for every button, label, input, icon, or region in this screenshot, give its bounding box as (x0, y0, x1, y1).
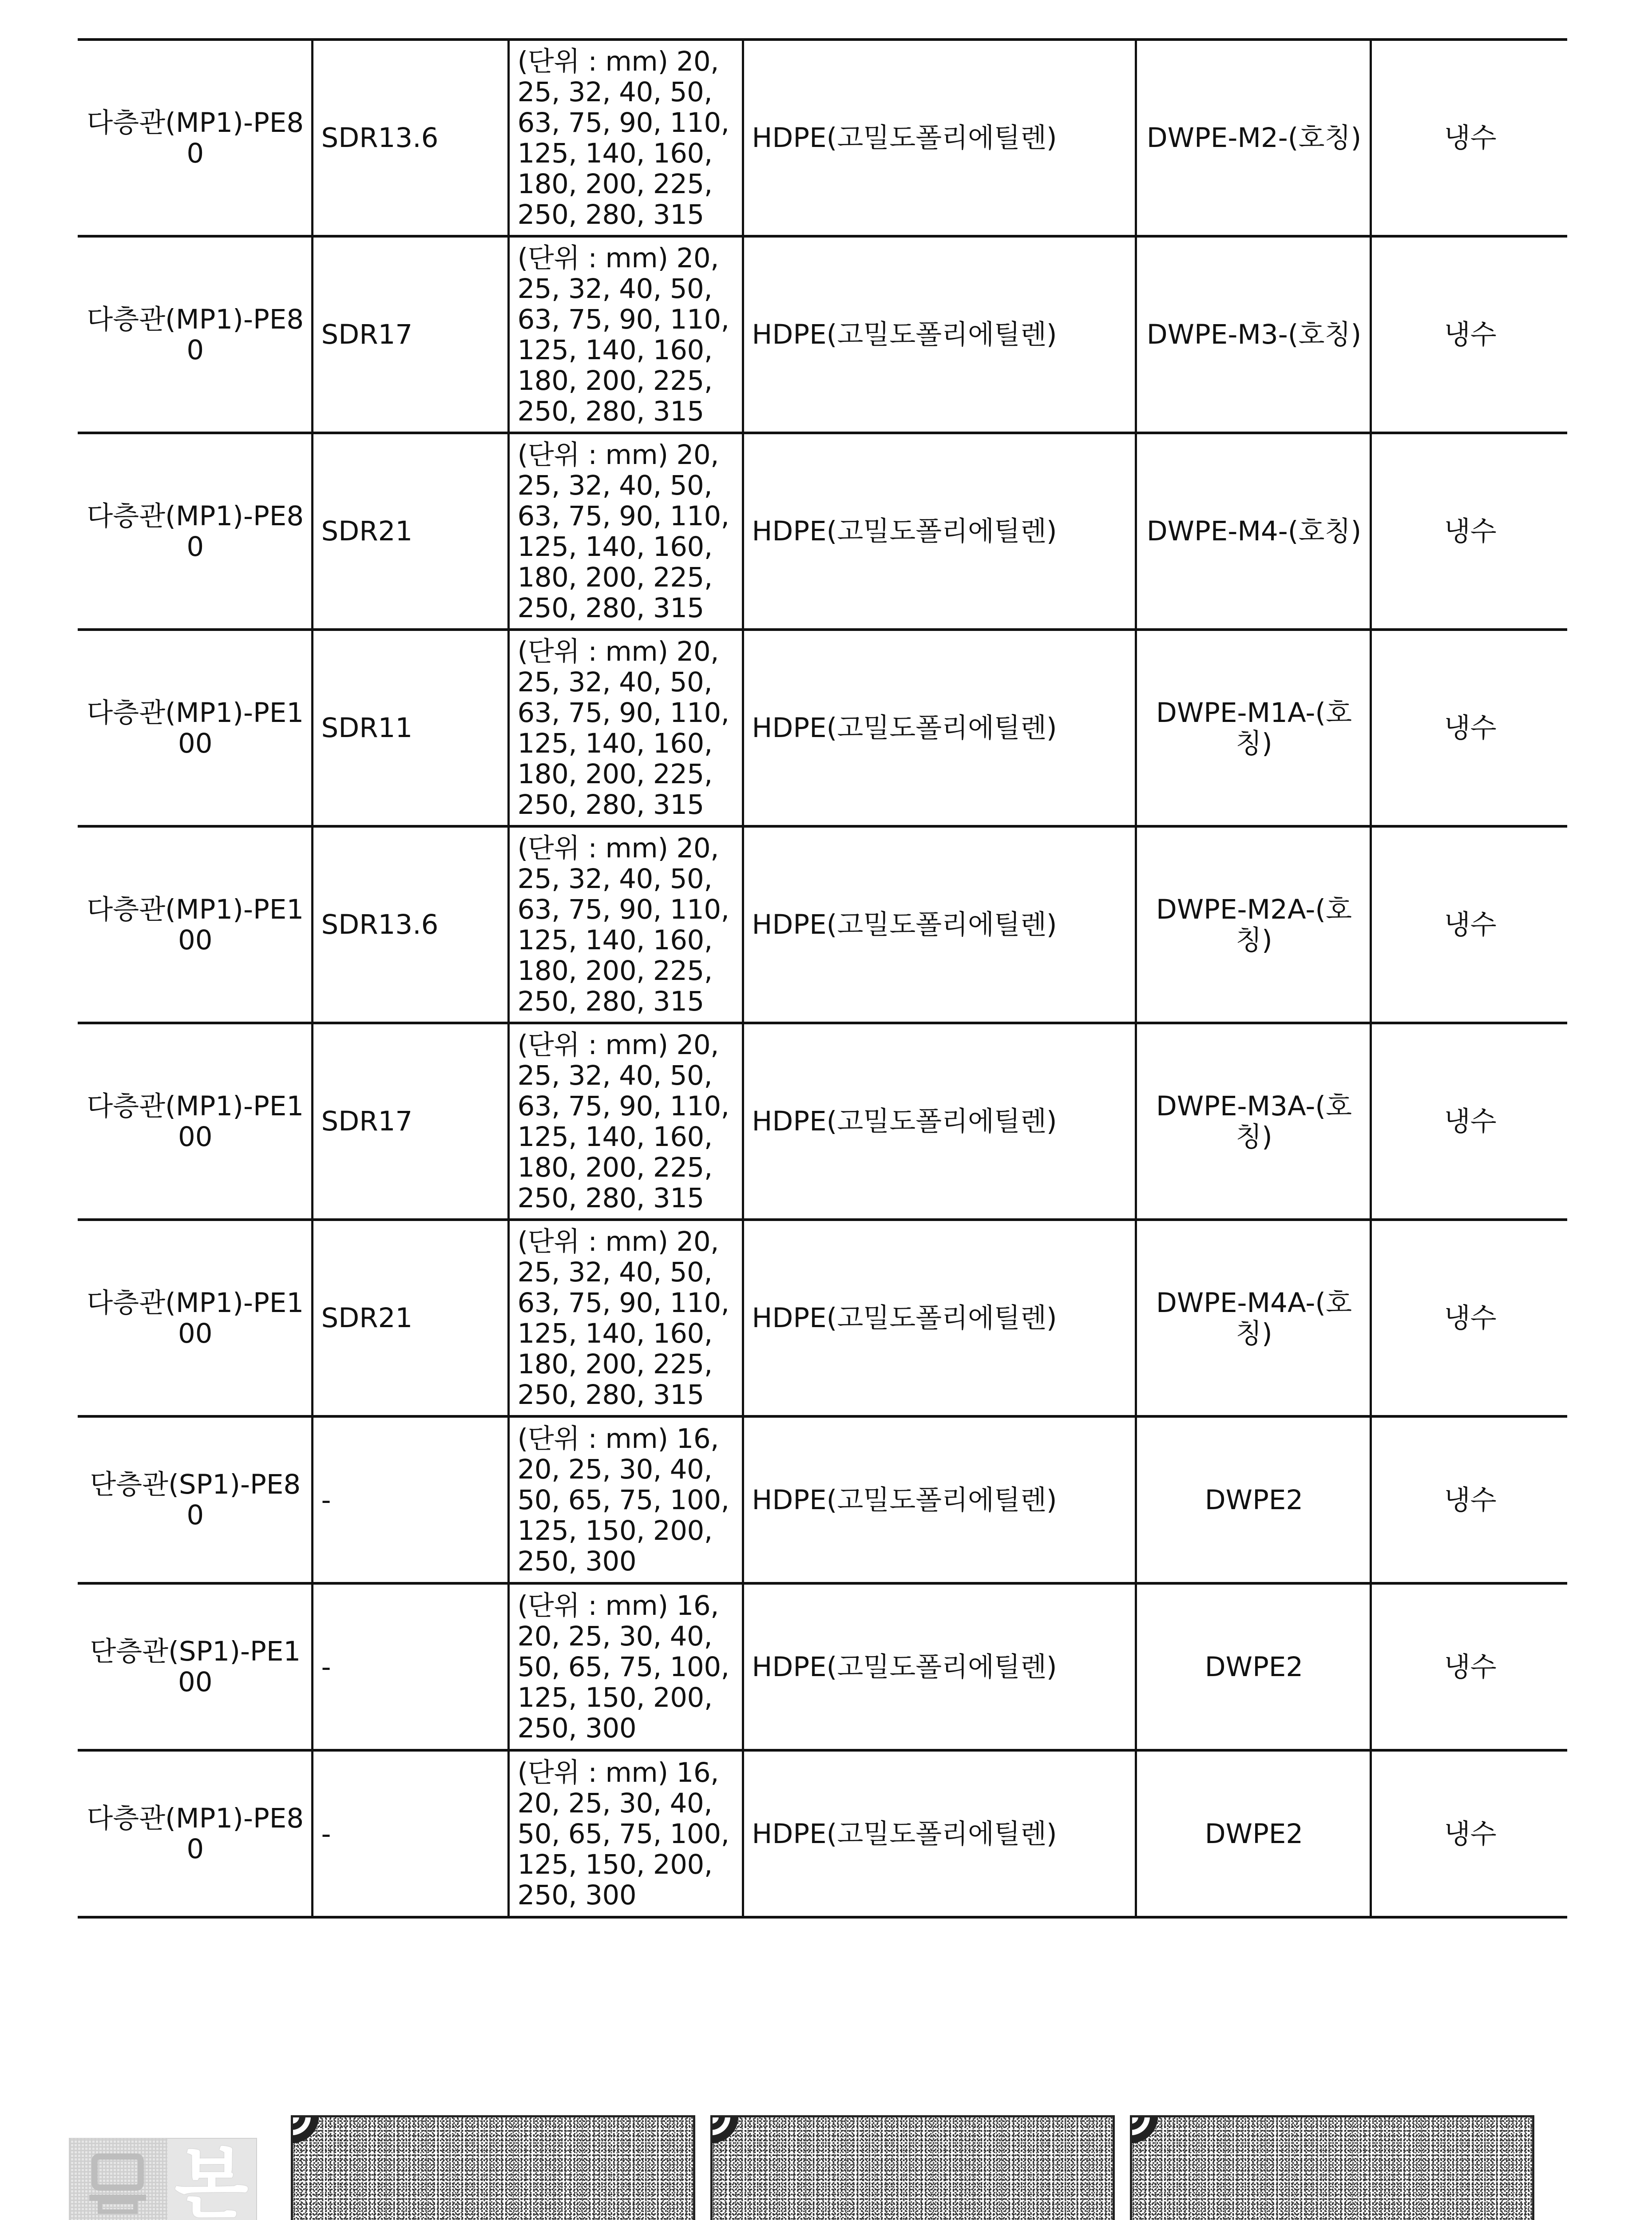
usage-cell: 냉수 (1371, 1750, 1567, 1917)
sdr-cell: SDR13.6 (312, 40, 508, 236)
document-stamp (69, 2138, 257, 2220)
product-code-cell: DWPE-M3A-(호칭) (1136, 1023, 1371, 1220)
product-code-cell: DWPE2 (1136, 1416, 1371, 1583)
material-cell: HDPE(고밀도폴리에틸렌) (743, 826, 1136, 1023)
stamp-label: 본 (174, 2140, 249, 2220)
size-range-cell: (단위 : mm) 20, 25, 32, 40, 50, 63, 75, 90, 110, 125, 140, 160, 180, 200, 225, 250, 280, 315 (508, 1220, 743, 1416)
table-row (78, 630, 1567, 826)
usage-cell: 냉수 (1371, 1583, 1567, 1750)
table-row (78, 433, 1567, 630)
product-code-cell: DWPE-M2-(호칭) (1136, 40, 1371, 236)
table-row (78, 40, 1567, 236)
usage-cell: 냉수 (1371, 236, 1567, 433)
product-code-cell: DWPE-M4A-(호칭) (1136, 1220, 1371, 1416)
sdr-cell: SDR21 (312, 433, 508, 630)
sdr-cell: - (312, 1583, 508, 1750)
pipe-type-cell: 단층관(SP1)-PE80 (78, 1416, 312, 1583)
material-cell: HDPE(고밀도폴리에틸렌) (743, 1750, 1136, 1917)
size-range-cell: (단위 : mm) 20, 25, 32, 40, 50, 63, 75, 90, 110, 125, 140, 160, 180, 200, 225, 250, 280, 315 (508, 433, 743, 630)
2d-barcode-icon (292, 2117, 328, 2152)
sdr-cell: - (312, 1416, 508, 1583)
size-range-cell: (단위 : mm) 20, 25, 32, 40, 50, 63, 75, 90, 110, 125, 140, 160, 180, 200, 225, 250, 280, 315 (508, 630, 743, 826)
product-code-cell: DWPE-M3-(호칭) (1136, 236, 1371, 433)
sdr-cell: SDR11 (312, 630, 508, 826)
usage-cell: 냉수 (1371, 826, 1567, 1023)
material-cell: HDPE(고밀도폴리에틸렌) (743, 1023, 1136, 1220)
material-cell: HDPE(고밀도폴리에틸렌) (743, 1583, 1136, 1750)
table-body (78, 40, 1567, 1917)
table-row (78, 1023, 1567, 1220)
table-row (78, 826, 1567, 1023)
size-range-cell: (단위 : mm) 16, 20, 25, 30, 40, 50, 65, 75, 100, 125, 150, 200, 250, 300 (508, 1583, 743, 1750)
size-range-cell: (단위 : mm) 16, 20, 25, 30, 40, 50, 65, 75, 100, 125, 150, 200, 250, 300 (508, 1416, 743, 1583)
usage-cell: 냉수 (1371, 630, 1567, 826)
table-row (78, 1220, 1567, 1416)
pipe-type-cell: 다층관(MP1)-PE80 (78, 433, 312, 630)
size-range-cell: (단위 : mm) 20, 25, 32, 40, 50, 63, 75, 90, 110, 125, 140, 160, 180, 200, 225, 250, 280, 315 (508, 40, 743, 236)
2d-barcode (710, 2115, 1115, 2220)
material-cell: HDPE(고밀도폴리에틸렌) (743, 1416, 1136, 1583)
2d-barcode-icon (1131, 2117, 1167, 2152)
usage-cell: 냉수 (1371, 1220, 1567, 1416)
pipe-type-cell: 다층관(MP1)-PE80 (78, 1750, 312, 1917)
table-row (78, 1583, 1567, 1750)
seal-icon (87, 2152, 149, 2214)
size-range-cell: (단위 : mm) 20, 25, 32, 40, 50, 63, 75, 90, 110, 125, 140, 160, 180, 200, 225, 250, 280, 315 (508, 236, 743, 433)
usage-cell: 냉수 (1371, 1023, 1567, 1220)
product-code-cell: DWPE-M4-(호칭) (1136, 433, 1371, 630)
product-code-cell: DWPE-M2A-(호칭) (1136, 826, 1371, 1023)
product-code-cell: DWPE-M1A-(호칭) (1136, 630, 1371, 826)
sdr-cell: SDR13.6 (312, 826, 508, 1023)
material-cell: HDPE(고밀도폴리에틸렌) (743, 1220, 1136, 1416)
pipe-type-cell: 다층관(MP1)-PE100 (78, 826, 312, 1023)
usage-cell: 냉수 (1371, 40, 1567, 236)
product-code-cell: DWPE2 (1136, 1750, 1371, 1917)
table-row (78, 236, 1567, 433)
pipe-type-cell: 단층관(SP1)-PE100 (78, 1583, 312, 1750)
material-cell: HDPE(고밀도폴리에틸렌) (743, 630, 1136, 826)
pipe-type-cell: 다층관(MP1)-PE80 (78, 40, 312, 236)
size-range-cell: (단위 : mm) 20, 25, 32, 40, 50, 63, 75, 90, 110, 125, 140, 160, 180, 200, 225, 250, 280, 315 (508, 1023, 743, 1220)
usage-cell: 냉수 (1371, 1416, 1567, 1583)
sdr-cell: SDR17 (312, 1023, 508, 1220)
size-range-cell: (단위 : mm) 16, 20, 25, 30, 40, 50, 65, 75, 100, 125, 150, 200, 250, 300 (508, 1750, 743, 1917)
pipe-type-cell: 다층관(MP1)-PE100 (78, 630, 312, 826)
pipe-type-cell: 다층관(MP1)-PE100 (78, 1023, 312, 1220)
material-cell: HDPE(고밀도폴리에틸렌) (743, 40, 1136, 236)
2d-barcode (1130, 2115, 1534, 2220)
pipe-spec-table (78, 38, 1567, 1919)
2d-barcode (291, 2115, 695, 2220)
pipe-type-cell: 다층관(MP1)-PE100 (78, 1220, 312, 1416)
sdr-cell: - (312, 1750, 508, 1917)
sdr-cell: SDR21 (312, 1220, 508, 1416)
usage-cell: 냉수 (1371, 433, 1567, 630)
size-range-cell: (단위 : mm) 20, 25, 32, 40, 50, 63, 75, 90, 110, 125, 140, 160, 180, 200, 225, 250, 280, 315 (508, 826, 743, 1023)
table-row (78, 1416, 1567, 1583)
2d-barcode-icon (712, 2117, 747, 2152)
material-cell: HDPE(고밀도폴리에틸렌) (743, 433, 1136, 630)
product-code-cell: DWPE2 (1136, 1583, 1371, 1750)
material-cell: HDPE(고밀도폴리에틸렌) (743, 236, 1136, 433)
pipe-type-cell: 다층관(MP1)-PE80 (78, 236, 312, 433)
sdr-cell: SDR17 (312, 236, 508, 433)
table-row (78, 1750, 1567, 1917)
